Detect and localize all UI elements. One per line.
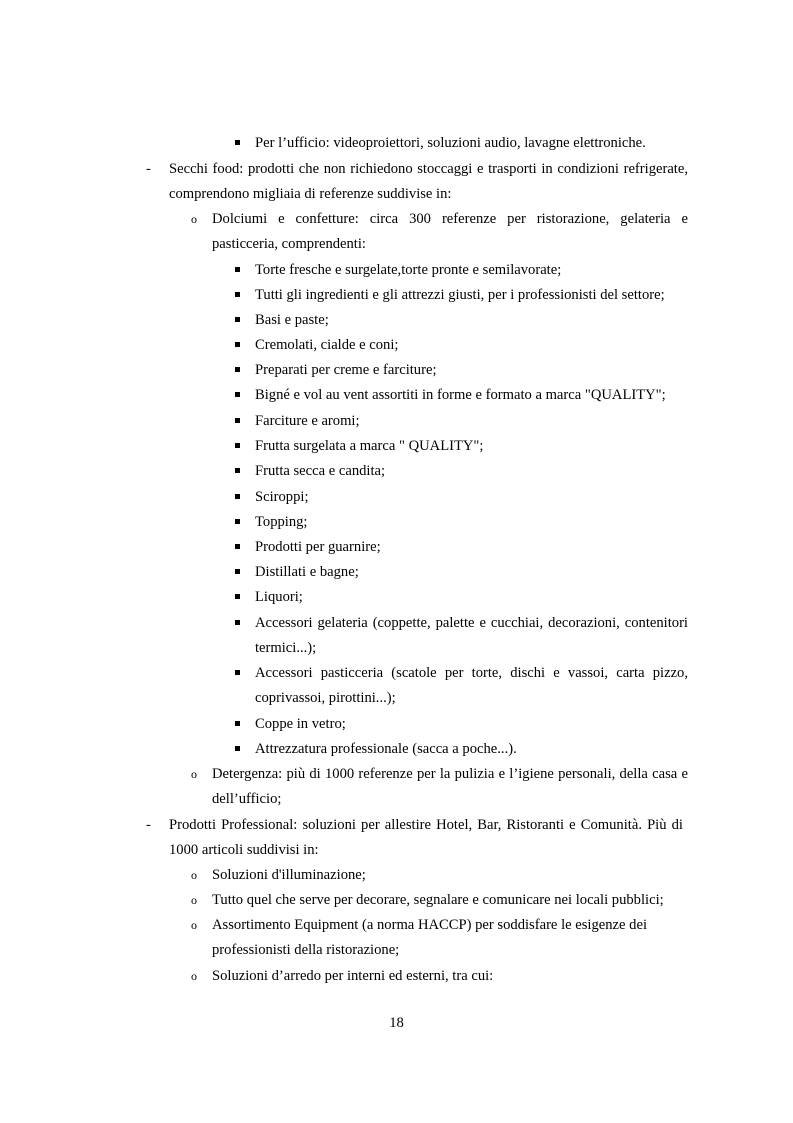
square-bullet-icon <box>235 367 240 372</box>
list-item-text: professionisti della ristorazione; <box>212 942 400 958</box>
circle-bullet-icon: o <box>191 767 197 781</box>
list-item-text: Tutti gli ingredienti e gli attrezzi giusti, per i professionisti del settore; <box>255 287 665 303</box>
list-item-text: Distillati e bagne; <box>255 564 359 580</box>
list-item-text: Liquori; <box>255 589 303 605</box>
square-bullet-icon <box>235 721 240 726</box>
dash-bullet-icon: - <box>146 817 151 833</box>
list-item-text: Soluzioni d'illuminazione; <box>212 867 366 883</box>
circle-bullet-icon: o <box>191 918 197 932</box>
list-item-text: Frutta secca e candita; <box>255 463 386 479</box>
list-item-text: Per l’ufficio: videoproiettori, soluzioni audio, lavagne elettroniche. <box>255 135 646 151</box>
list-item-text: Assortimento Equipment (a norma HACCP) per soddisfare le esigenze dei <box>212 917 647 933</box>
square-bullet-icon <box>235 594 240 599</box>
square-bullet-icon <box>235 670 240 675</box>
list-item-text: Farciture e aromi; <box>255 413 360 429</box>
dash-bullet-icon: - <box>146 161 151 177</box>
list-item-text: Accessori gelateria (coppette, palette e cucchiai, decorazioni, contenitori <box>255 615 688 631</box>
square-bullet-icon <box>235 746 240 751</box>
circle-bullet-icon: o <box>191 893 197 907</box>
list-item-text: Accessori pasticceria (scatole per torte, dischi e vassoi, carta pizzo, <box>255 665 688 681</box>
list-item-text: Preparati per creme e farciture; <box>255 362 437 378</box>
square-bullet-icon <box>235 494 240 499</box>
square-bullet-icon <box>235 267 240 272</box>
list-item-text: Bigné e vol au vent assortiti in forme e formato a marca "QUALITY"; <box>255 387 666 403</box>
square-bullet-icon <box>235 519 240 524</box>
list-item-text: termici...); <box>255 640 317 656</box>
square-bullet-icon <box>235 418 240 423</box>
list-item-text: 1000 articoli suddivisi in: <box>169 842 319 858</box>
circle-bullet-icon: o <box>191 969 197 983</box>
circle-bullet-icon: o <box>191 212 197 226</box>
list-item-text: Coppe in vetro; <box>255 716 346 732</box>
square-bullet-icon <box>235 468 240 473</box>
list-item-text: Prodotti per guarnire; <box>255 539 381 555</box>
square-bullet-icon <box>235 342 240 347</box>
list-item-text: coprivassoi, pirottini...); <box>255 690 396 706</box>
square-bullet-icon <box>235 317 240 322</box>
square-bullet-icon <box>235 544 240 549</box>
square-bullet-icon <box>235 620 240 625</box>
list-item-text: pasticceria, comprendenti: <box>212 236 366 252</box>
list-item-text: Cremolati, cialde e coni; <box>255 337 399 353</box>
list-item-text: Tutto quel che serve per decorare, segnalare e comunicare nei locali pubblici; <box>212 892 664 908</box>
list-item-text: Dolciumi e confetture: circa 300 referenze per ristorazione, gelateria e <box>212 211 688 227</box>
circle-bullet-icon: o <box>191 868 197 882</box>
list-item-text: dell’ufficio; <box>212 791 282 807</box>
list-item-text: Detergenza: più di 1000 referenze per la pulizia e l’igiene personali, della casa e <box>212 766 688 782</box>
list-item-text: Sciroppi; <box>255 489 309 505</box>
list-item-text: Secchi food: prodotti che non richiedono stoccaggi e trasporti in condizioni refrigerate, <box>169 161 688 177</box>
square-bullet-icon <box>235 292 240 297</box>
square-bullet-icon <box>235 140 240 145</box>
square-bullet-icon <box>235 569 240 574</box>
list-item-text: Torte fresche e surgelate,torte pronte e semilavorate; <box>255 262 562 278</box>
list-item-text: Topping; <box>255 514 308 530</box>
list-item-text: Attrezzatura professionale (sacca a poche...). <box>255 741 517 757</box>
list-item-text: Prodotti Professional: soluzioni per allestire Hotel, Bar, Ristoranti e Comunità. Più di <box>169 817 683 833</box>
square-bullet-icon <box>235 392 240 397</box>
list-item-text: Soluzioni d’arredo per interni ed esterni, tra cui: <box>212 968 494 984</box>
list-item-text: Frutta surgelata a marca " QUALITY"; <box>255 438 484 454</box>
square-bullet-icon <box>235 443 240 448</box>
list-item-text: Basi e paste; <box>255 312 329 328</box>
list-item-text: comprendono migliaia di referenze suddivise in: <box>169 186 452 202</box>
page-number: 18 <box>389 1015 404 1031</box>
